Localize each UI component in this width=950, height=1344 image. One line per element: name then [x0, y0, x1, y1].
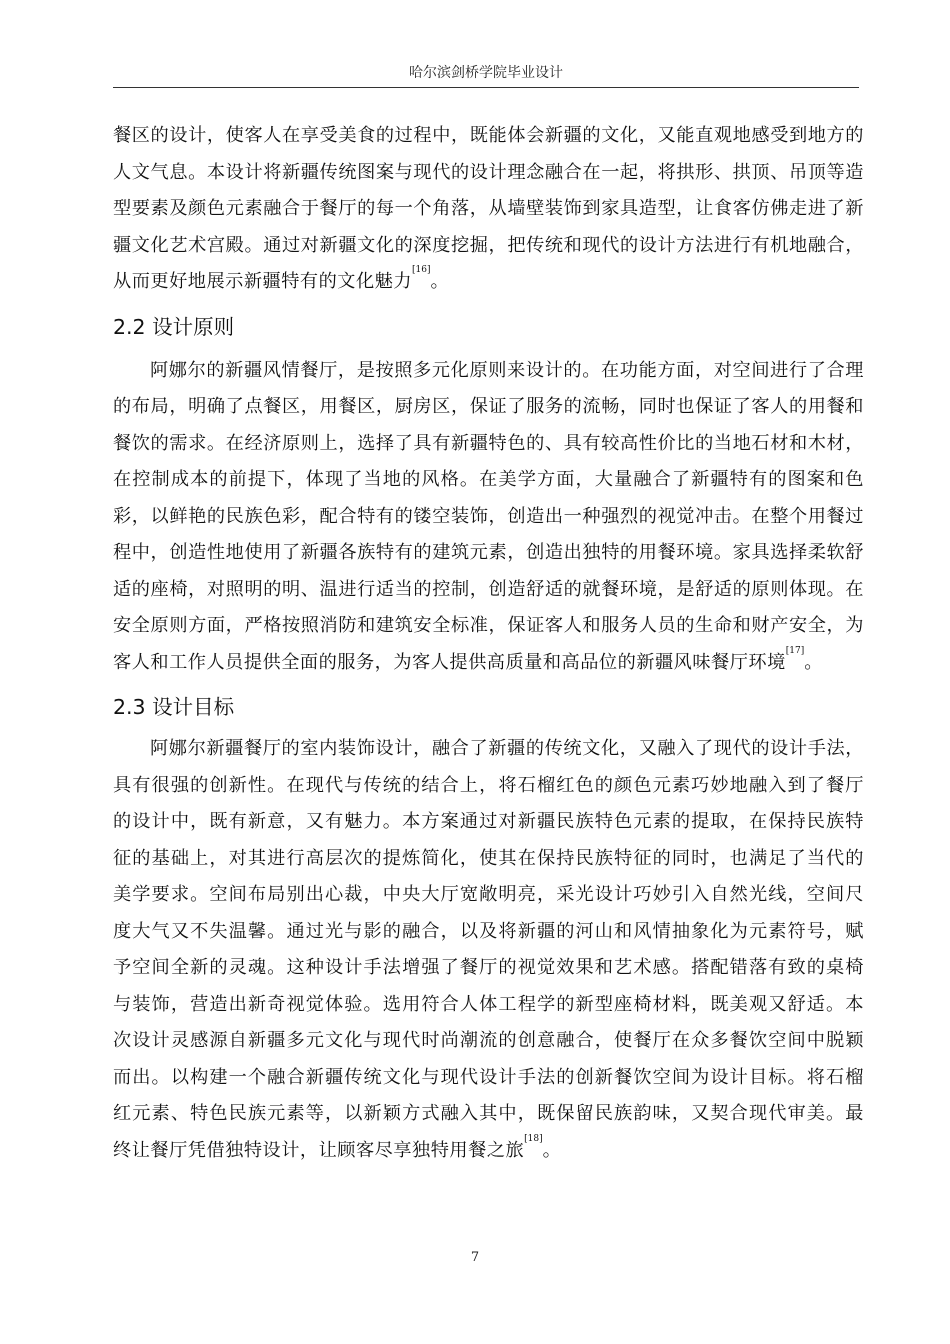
intro-text: 餐区的设计，使客人在享受美食的过程中，既能体会新疆的文化，又能直观地感受到地方的人文气息。本设计将新疆传统图案与现代的设计理念融合在一起，将拱形、拱顶、吊顶等造型要素及颜色元素融合于餐厅的每一个角落，从墙壁装饰到家具造型，让食客仿佛走进了新疆文化艺术宫殿。通过对新疆文化的深度挖掘，把传统和现代的设计方法进行有机地融合，从而更好地展示新疆特有的文化魅力	[113, 125, 864, 292]
header-divider	[113, 87, 859, 88]
page-body	[113, 118, 864, 1169]
page-header: 哈尔滨剑桥学院毕业设计	[409, 65, 563, 81]
paragraph-2-2-end: 。	[804, 651, 823, 673]
intro-paragraph	[113, 118, 864, 301]
page-number: 7	[470, 1250, 480, 1265]
intro-end: 。	[430, 271, 450, 292]
citation-18: [18]	[524, 1133, 543, 1144]
citation-17: [17]	[785, 645, 805, 656]
paragraph-2-3-text: 阿娜尔新疆餐厅的室内装饰设计，融合了新疆的传统文化，又融入了现代的设计手法， 具有很强的创新性。在现代与传统的结合上，将石榴红色的颜色元素巧妙地融入到了餐厅 的设计中，既有新意，又有魅力。本方案通过对新疆民族特色元素的提取，在保持民族特 征的基础上，对其进行高层次的提炼简化，使其在保持民族特征的同时，也满足了当代的 美学要求。空间布局别出心裁，中央大厅宽敞明亮，采光设计巧妙引入自然光线，空间尺 度大气又不失温馨。通过光与影的融合，以及将新疆的河山和风情抽象化为元素符号，赋 予空间全新的灵魂。这种设计手法增强了餐厅的视觉效果和艺术感。搭配错落有致的桌椅 与装饰，营造出新奇视觉体验。选用符合人体工程学的新型座椅材料，既美观又舒适。本 次设计灵感源自新疆多元文化与现代时尚潮流的创意融合，使餐厅在众多餐饮空间中脱颖 而出。以构建一个融合新疆传统文化与现代设计手法的创新餐饮空间为设计目标。将石榴 红元素、特色民族元素等，以新颖方式融入其中，既保留民族韵味，又契合现代审美。最 终让餐厅凭借独特设计，让顾客尽享独特用餐之旅	[113, 738, 864, 1161]
citation-16: [16]	[412, 265, 431, 275]
heading-2-3: 2.3 设计目标	[113, 695, 235, 719]
paragraph-2-3-end: 。	[542, 1139, 562, 1161]
paragraph-2-2-text: 阿娜尔的新疆风情餐厅，是按照多元化原则来设计的。在功能方面，对空间进行了合理的布局，明确了点餐区，用餐区，厨房区，保证了服务的流畅，同时也保证了客人的用餐和餐饮的需求。在经济原则上，选择了具有新疆特色的、具有较高性价比的当地石材和木材，在控制成本的前提下，体现了当地的风格。在美学方面，大量融合了新疆特有的图案和色彩，以鲜艳的民族色彩，配合特有的镂空装饰，创造出一种强烈的视觉冲击。在整个用餐过程中，创造性地使用了新疆各族特有的建筑元素，创造出独特的用餐环境。家具选择柔软舒适的座椅，对照明的明、温进行适当的控制，创造舒适的就餐环境，是舒适的原则体现。在安全原则方面，严格按照消防和建筑安全标准，保证客人和服务人员的生命和财产安全，为客人和工作人员提供全面的服务，为客人提供高质量和高品位的新疆风味餐厅环境	[113, 359, 864, 673]
paragraph-2-2	[113, 353, 864, 682]
paragraph-2-3	[113, 731, 864, 1169]
heading-2-2: 2.2 设计原则	[113, 314, 235, 339]
